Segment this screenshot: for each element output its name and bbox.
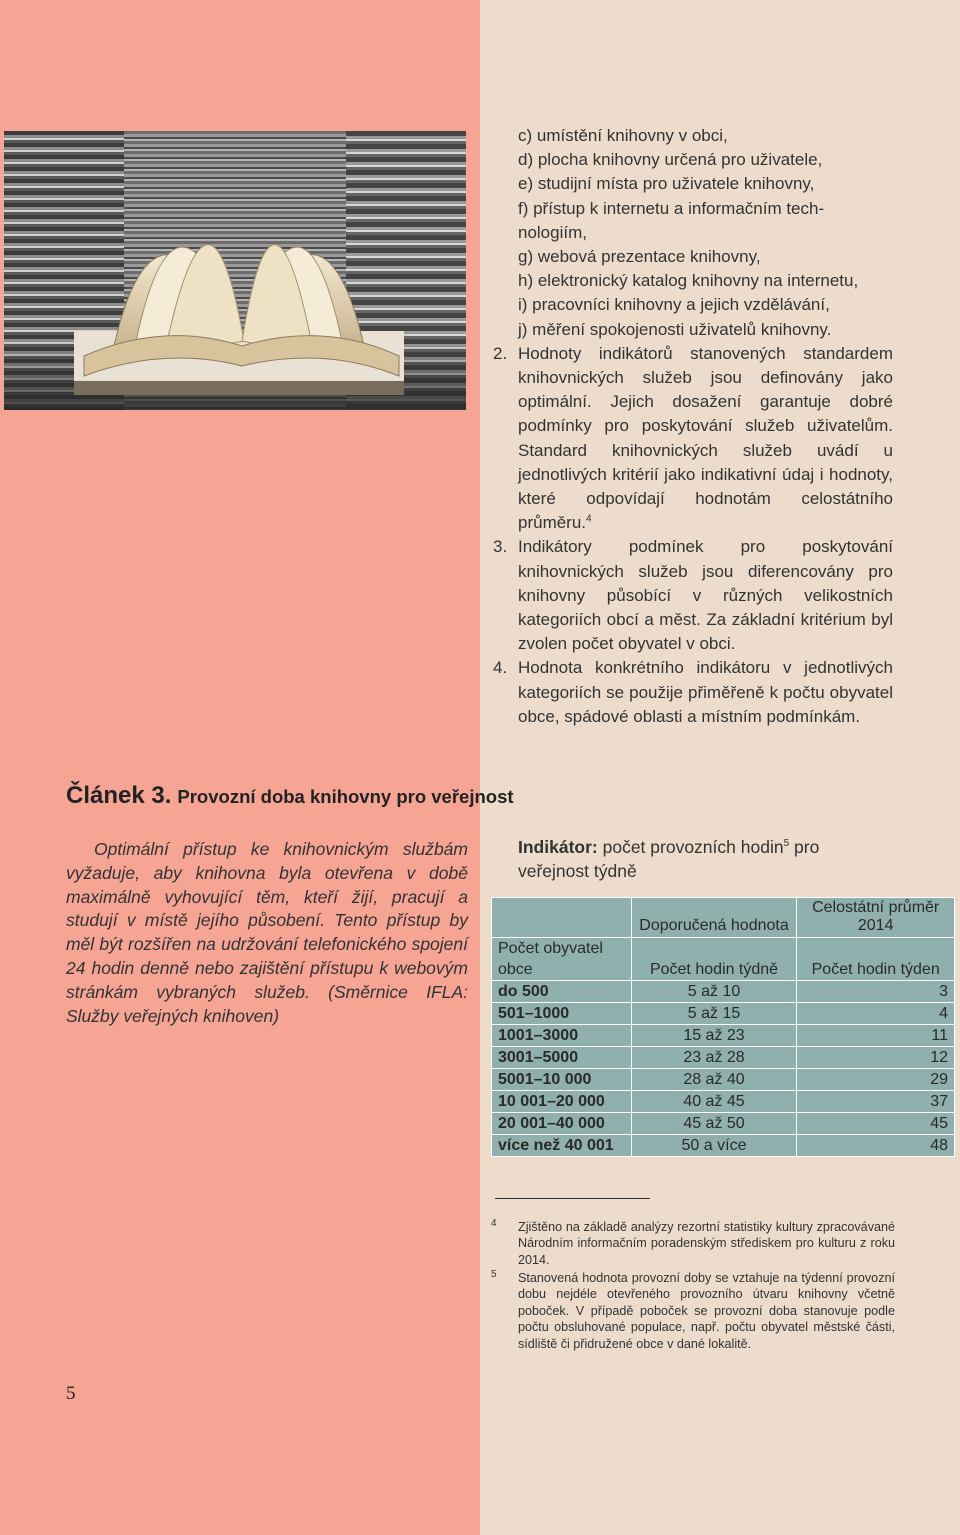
list-item: d) plocha knihovny určená pro uživatele, — [518, 150, 823, 170]
table-cell: 4 — [797, 1003, 955, 1025]
footnote-text: Zjištěno na základě analýzy rezortní statistiky kultury zpracovávané Národním informačním poradenským střediskem pro kulturu z roku 2014. — [518, 1220, 895, 1267]
article-title: Provozní doba knihovny pro veřejnost — [177, 786, 514, 807]
table-cell: 10 001–20 000 — [492, 1091, 632, 1113]
table-header-cell — [492, 898, 632, 938]
table-cell: 5 až 15 — [631, 1003, 797, 1025]
paragraph-text: Indikátory podmínek pro poskytování knihovnických služeb jsou diferencovány pro knihovny působící v různých velikostních kategoriích obcí a měst. Za základní kritérium byl zvolen počet obyvatel v obci. — [518, 537, 893, 654]
table-row — [492, 1003, 955, 1025]
numbered-paragraph-4 — [493, 656, 893, 729]
table-cell: 37 — [797, 1091, 955, 1113]
paragraph-number: 2. — [493, 343, 508, 363]
table-cell: 11 — [797, 1025, 955, 1047]
table-cell: 1001–3000 — [492, 1025, 632, 1047]
table-header-cell: Celostátní průměr 2014 — [797, 898, 955, 938]
footnote-ref: 5 — [783, 838, 790, 850]
table-row — [492, 1047, 955, 1069]
footnote-4 — [491, 1219, 895, 1268]
list-item: nologiím, — [518, 222, 587, 242]
indicator-label: Indikátor: — [518, 837, 598, 857]
paragraph-number: 3. — [493, 537, 508, 557]
article-heading — [66, 782, 514, 810]
list-item: c) umístění knihovny v obci, — [518, 126, 728, 145]
list-item: e) studijní místa pro uživatele knihovny, — [518, 174, 815, 194]
open-book-photo — [4, 131, 466, 410]
table-cell: 50 a více — [631, 1135, 797, 1157]
footnote-5 — [491, 1270, 895, 1352]
table-header-cell: Doporučená hodnota — [631, 898, 797, 938]
list-item: f) přístup k internetu a informačním tech- — [518, 198, 825, 218]
paragraph-text: Hodnoty indikátorů stanovených standardem knihovnických služeb jsou definovány jako optimální. Jejich dosažení garantuje dobré podmínky pro poskytování služeb uživatelům. Standard knihovnických služeb uvádí u jednotlivých kritérií jako indikativní údaj i hodnoty, které odpovídají hodnotám celostátního průměru. — [518, 343, 893, 533]
numbered-paragraph-3 — [493, 535, 893, 656]
ifla-quote: Optimální přístup ke knihovnickým službám vyžaduje, aby knihovna byla otevřena v době maximálně vyhovující těm, kteří žijí, pracují a studují v místě jejího působení. Tento přístup by měl být rozšířen na udržování telefonického spojení 24 hodin denně nebo zajištění přístupu k webovým stránkám vybraných služeb. (Směrnice IFLA: Služby veřejných knihoven) — [66, 839, 468, 1026]
table-header-cell: Počet obyvatel obce — [492, 938, 632, 981]
footnote-number: 5 — [491, 1269, 497, 1280]
footnote-text: Stanovená hodnota provozní doby se vztahuje na týdenní provozní dobu nejdéle otevřeného provozního útvaru knihovny včetně poboček. V případě poboček se provozní doba stanovuje podle počtu obsluhované populace, např. počtu obyvatel městské části, sídliště či přidružené obce v dané lokalitě. — [518, 1271, 895, 1351]
table-row — [492, 1069, 955, 1091]
list-item: h) elektronický katalog knihovny na internetu, — [518, 271, 859, 291]
page-number: 5 — [66, 1383, 76, 1404]
table-header-row — [492, 898, 955, 938]
list-item: i) pracovníci knihovny a jejich vzdělávání, — [518, 295, 830, 315]
table-cell: 28 až 40 — [631, 1069, 797, 1091]
table-cell: 48 — [797, 1135, 955, 1157]
table-cell: 3001–5000 — [492, 1047, 632, 1069]
table-cell: více než 40 001 — [492, 1135, 632, 1157]
paragraph-text: Hodnota konkrétního indikátoru v jednotlivých kategoriích se použije přiměřeně k počtu obyvatel obce, spádové oblasti a místním podmínkám. — [518, 658, 893, 726]
table-cell: 5001–10 000 — [492, 1069, 632, 1091]
table-row — [492, 981, 955, 1003]
table-cell: 501–1000 — [492, 1003, 632, 1025]
table-cell: do 500 — [492, 981, 632, 1003]
indicator-text-rest: pro veřejnost týdně — [518, 837, 820, 881]
article-number: Článek 3. — [66, 782, 172, 809]
table-cell: 20 001–40 000 — [492, 1113, 632, 1135]
indicator-heading — [493, 836, 895, 884]
footnote-ref: 4 — [586, 513, 592, 525]
indicator-text: počet provozních hodin — [602, 837, 784, 857]
table-cell: 3 — [797, 981, 955, 1003]
footnote-number: 4 — [491, 1218, 497, 1229]
table-cell: 5 až 10 — [631, 981, 797, 1003]
list-item: g) webová prezentace knihovny, — [518, 247, 761, 267]
open-book-icon — [4, 131, 466, 410]
opening-hours-table — [491, 897, 955, 1157]
conditions-list — [493, 124, 893, 729]
numbered-paragraph-2 — [493, 342, 893, 536]
table-row — [492, 1091, 955, 1113]
table-header-cell: Počet hodin týden — [797, 938, 955, 981]
table-cell: 15 až 23 — [631, 1025, 797, 1047]
table-cell: 45 — [797, 1113, 955, 1135]
paragraph-number: 4. — [493, 658, 508, 678]
list-item: j) měření spokojenosti uživatelů knihovny. — [518, 319, 832, 339]
table-subheader-row — [492, 938, 955, 981]
table-cell: 12 — [797, 1047, 955, 1069]
table-cell: 45 až 50 — [631, 1113, 797, 1135]
table-cell: 40 až 45 — [631, 1091, 797, 1113]
table-row — [492, 1113, 955, 1135]
table-header-cell: Počet hodin týdně — [631, 938, 797, 981]
table-row — [492, 1135, 955, 1157]
table-cell: 23 až 28 — [631, 1047, 797, 1069]
table-cell: 29 — [797, 1069, 955, 1091]
footnote-divider — [495, 1198, 650, 1199]
table-row — [492, 1025, 955, 1047]
